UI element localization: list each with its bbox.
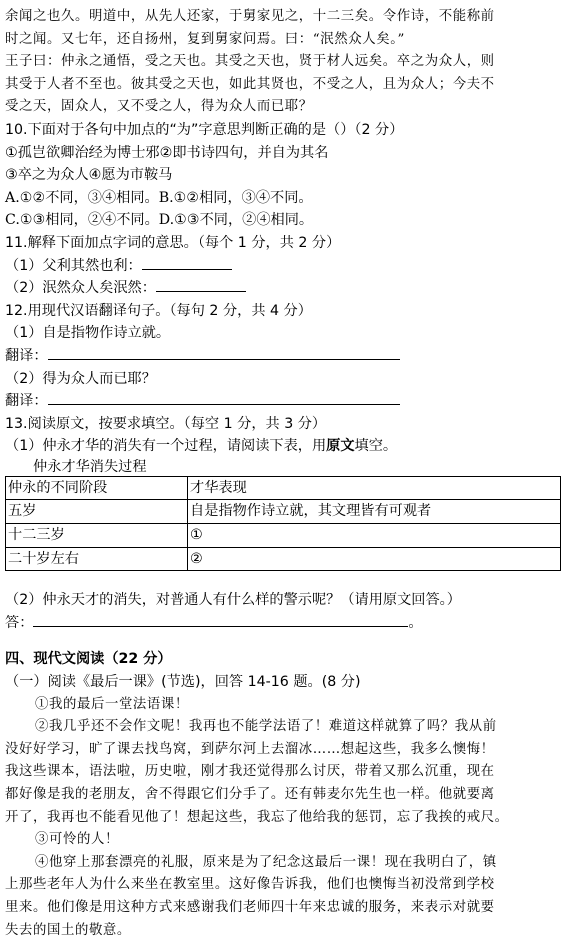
passage-line: 开了，我再也不能看见他了！想起这些，我忘了他给我的惩罚，忘了我挨的戒尺。 [5, 809, 509, 825]
passage-line: 王子曰：仲永之通悟，受之天也。其受之天也，贤于材人远矣。卒之为众人，则 [5, 54, 495, 70]
passage-line: ④他穿上那套漂亮的礼服，原来是为了纪念这最后一课！现在我明白了，镇 [35, 854, 497, 870]
passage-line: 都好像是我的老朋友，舍不得跟它们分手了。还有韩麦尔先生也一样。他就要离 [5, 787, 495, 802]
passage-line: 没好好学习，旷了课去找鸟窝，到萨尔河上去溜冰……想起这些，我多么懊悔！ [5, 741, 495, 757]
passage-line: 上那些老年人为什么来坐在教室里。这好像告诉我，他们也懊悔当初没常到学校 [5, 877, 495, 893]
table-header-row [6, 476, 561, 500]
table-cell: 十二三岁 [6, 524, 188, 548]
answer-blank[interactable] [48, 345, 400, 360]
passage-line: ①我的最后一堂法语课！ [35, 696, 189, 712]
question-item [5, 277, 565, 300]
table-header-cell: 仲永的不同阶段 [6, 476, 188, 500]
passage-line: 其受于人者不至也。彼其受之天也，如此其贤也，不受之人，且为众人；今夫不 [5, 76, 495, 92]
table-cell: 五岁 [6, 500, 188, 524]
process-table [5, 476, 561, 571]
answer-option: C.①③相同，②④不同。D.①③不同，②④相同。 [5, 212, 314, 229]
table-row [6, 547, 561, 571]
passage-line: ③可怜的人！ [35, 832, 119, 848]
document-page [5, 6, 565, 942]
answer-end: 。 [408, 614, 423, 631]
item-text: 填空。 [354, 438, 398, 455]
table-cell[interactable]: ② [188, 547, 561, 571]
question-10 [5, 119, 565, 232]
passage-line: 受之天，固众人，又不受之人，得为众人而已耶？ [5, 99, 313, 115]
translation-line [5, 390, 565, 413]
question-12 [5, 300, 565, 413]
passage-line: 失去的国土的敬意。 [5, 922, 131, 938]
part-heading: （一）阅读《最后一课》(节选)，回答 14-16 题。(8 分) [5, 674, 361, 691]
question-item: （2）仲永天才的消失，对普通人有什么样的警示呢？（请用原文回答。） [5, 592, 461, 609]
answer-blank[interactable] [142, 255, 232, 270]
item-text: （1）仲永才华的消失有一个过程，请阅读下表，用 [5, 438, 327, 455]
emphasis-text: 原文 [326, 438, 355, 455]
table-caption: 仲永才华消失过程 [33, 458, 147, 475]
question-stem: 13.阅读原文，按要求填空。（每空 1 分，共 3 分） [5, 415, 327, 432]
translation-label: 翻译： [5, 347, 48, 364]
classical-passage [5, 6, 565, 119]
passage-line: 时之闻。又七年，还自扬州，复到舅家问焉。曰：“泯然众人矣。” [5, 31, 405, 47]
question-item: （2）得为众人而已耶？ [5, 370, 156, 387]
answer-option: A.①②不同，③④相同。B.①②相同，③④不同。 [5, 189, 313, 206]
question-item: （1）自是指物作诗立就。 [5, 325, 171, 342]
question-13 [5, 413, 565, 635]
question-stem: 11.解释下面加点字词的意思。（每个 1 分，共 2 分） [5, 234, 341, 251]
translation-label: 翻译： [5, 393, 48, 410]
answer-label: 答： [5, 614, 34, 631]
question-stem: 10.下面对于各句中加点的“为”字意思判断正确的是（）（2 分） [5, 121, 404, 138]
table-cell: 二十岁左右 [6, 547, 188, 571]
answer-line [5, 612, 565, 635]
table-cell: 自是指物作诗立就，其文理皆有可观者 [188, 500, 561, 524]
question-items: ①孤岂欲卿治经为博士邪②即书诗四句，并自为其名 [5, 144, 329, 161]
table-row [6, 500, 561, 524]
question-stem: 12.用现代汉语翻译句子。（每句 2 分，共 4 分） [5, 302, 312, 319]
table-row [6, 524, 561, 548]
answer-blank[interactable] [156, 277, 246, 292]
item-text: （2）泯然众人矣泯然： [5, 280, 156, 297]
table-cell[interactable]: ① [188, 524, 561, 548]
passage-line: 我这些课本，语法啦，历史啦，刚才我还觉得那么讨厌，带着又那么沉重，现在 [5, 764, 495, 780]
section-title: 四、现代文阅读（22 分） [5, 651, 172, 668]
passage-line: 里来。他们像是用这种方式来感谢我们老师四十年来忠诚的服务，来表示对就要 [5, 899, 495, 915]
answer-blank[interactable] [48, 390, 400, 405]
question-item [5, 435, 565, 458]
answer-blank[interactable] [33, 612, 408, 627]
item-text: （1）父利其然也利： [5, 257, 142, 274]
translation-line [5, 345, 565, 368]
passage-line: ②我几乎还不会作文呢！我再也不能学法语了！难道这样就算了吗？我从前 [35, 719, 497, 735]
question-11 [5, 232, 565, 300]
table-header-cell: 才华表现 [188, 476, 561, 500]
passage-line: 余闻之也久。明道中，从先人还家，于舅家见之，十二三矣。令作诗，不能称前 [5, 9, 495, 24]
section-4 [5, 648, 565, 942]
question-items: ③卒之为众人④愿为市鞍马 [5, 167, 173, 184]
question-item [5, 255, 565, 278]
